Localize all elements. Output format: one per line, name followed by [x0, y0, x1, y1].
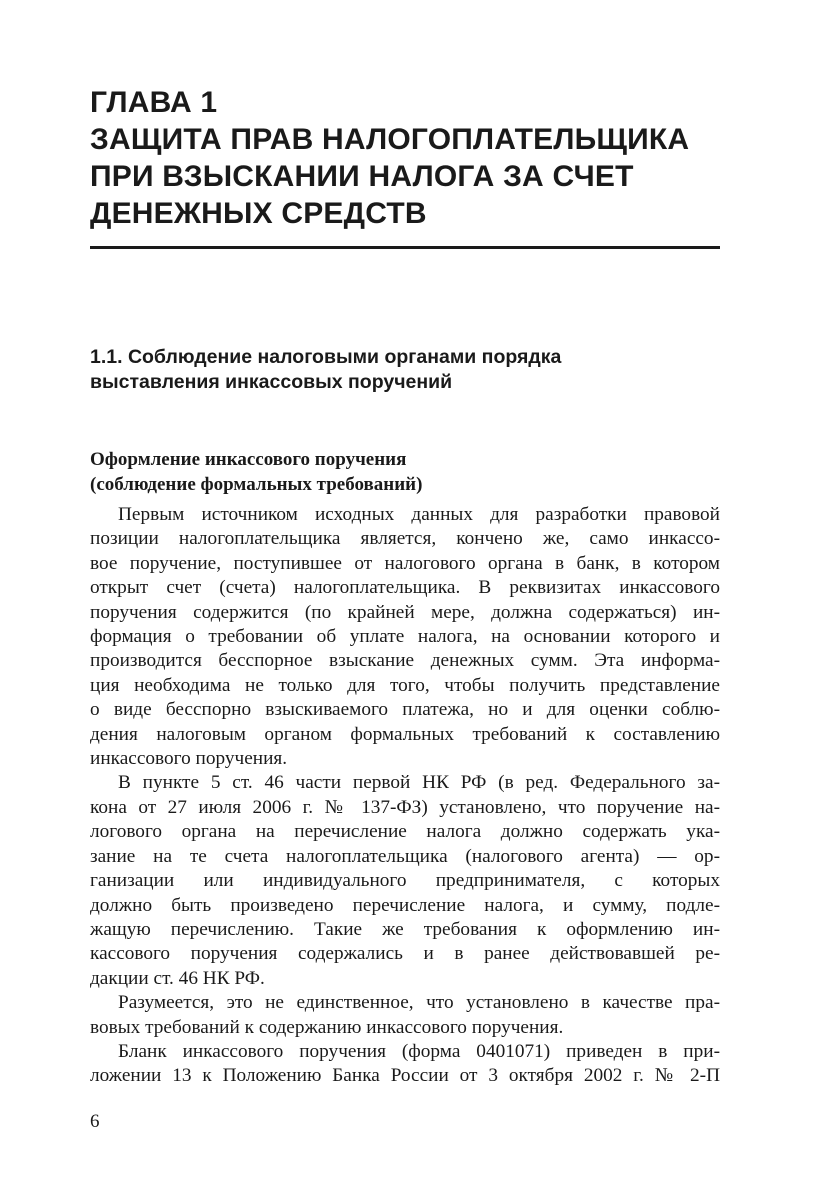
chapter-title-line: ПРИ ВЗЫСКАНИИ НАЛОГА ЗА СЧЕТ	[90, 160, 634, 193]
paragraph	[90, 771, 720, 991]
text-line: поручения содержится (по крайней мере, должна содержаться) ин-	[90, 601, 720, 623]
text-line: вовых требований к содержанию инкассового поручения.	[90, 1016, 564, 1038]
section-title-line: 1.1. Соблюдение налоговыми органами порядка	[90, 346, 562, 368]
chapter-title-line: ЗАЩИТА ПРАВ НАЛОГОПЛАТЕЛЬЩИКА	[90, 123, 690, 156]
text-line: позиции налогоплательщика является, кончено же, само инкассо-	[90, 528, 720, 550]
text-line: Первым источником исходных данных для разработки правовой	[118, 504, 720, 525]
page-number: 6	[90, 1111, 100, 1132]
text-line: жащую перечислению. Такие же требования к оформлению ин-	[90, 918, 720, 940]
paragraph	[90, 991, 720, 1040]
text-line: кона от 27 июля 2006 г. № 137-ФЗ) установлено, что поручение на-	[90, 796, 720, 818]
section-title	[90, 345, 720, 395]
text-line: инкассового поручения.	[90, 748, 288, 770]
subsection-title-line: Оформление инкассового поручения	[90, 449, 407, 470]
text-line: вое поручение, поступившее от налогового органа в банк, в котором	[90, 552, 720, 574]
section-title-line: выставления инкассовых поручений	[90, 371, 453, 393]
text-line: открыт счет (счета) налогоплательщика. В реквизитах инкассового	[90, 577, 720, 599]
text-line: дакции ст. 46 НК РФ.	[90, 967, 265, 989]
text-line: ганизации или индивидуального предпринимателя, с которых	[90, 870, 720, 892]
text-line: о виде бесспорно взыскиваемого платежа, но и для оценки соблю-	[90, 699, 720, 721]
chapter-title	[90, 84, 720, 232]
text-line: дения налоговым органом формальных требований к составлению	[90, 723, 720, 745]
subsection-title	[90, 447, 720, 497]
text-line: формация о требовании об уплате налога, на основании которого и	[90, 626, 720, 648]
text-line: кассового поручения содержались и в ранее действовавшей ре-	[90, 943, 720, 965]
chapter-divider	[90, 246, 720, 249]
text-line: Разумеется, это не единственное, что установлено в качестве пра-	[118, 992, 720, 1014]
chapter-title-line: ДЕНЕЖНЫХ СРЕДСТВ	[90, 197, 427, 230]
chapter-title-line: ГЛАВА 1	[90, 86, 218, 119]
paragraph	[90, 1040, 720, 1089]
text-line: зание на те счета налогоплательщика (налогового агента) — ор-	[90, 845, 720, 867]
body-text	[90, 503, 720, 1089]
subsection-title-line: (соблюдение формальных требований)	[90, 474, 423, 495]
text-line: В пункте 5 ст. 46 части первой НК РФ (в ред. Федерального за-	[118, 772, 720, 794]
text-line: производится бесспорное взыскание денежных сумм. Эта информа-	[90, 650, 720, 672]
text-line: ция необходима не только для того, чтобы получить представление	[90, 674, 720, 696]
text-line: логового органа на перечисление налога должно содержать ука-	[90, 821, 720, 843]
text-line: должно быть произведено перечисление налога, и сумму, подле-	[90, 894, 720, 916]
paragraph	[90, 503, 720, 771]
page-content	[90, 84, 720, 1089]
text-line: Бланк инкассового поручения (форма 0401071) приведен в при-	[118, 1040, 720, 1062]
text-line: ложении 13 к Положению Банка России от 3 октября 2002 г. № 2-П	[90, 1065, 720, 1087]
